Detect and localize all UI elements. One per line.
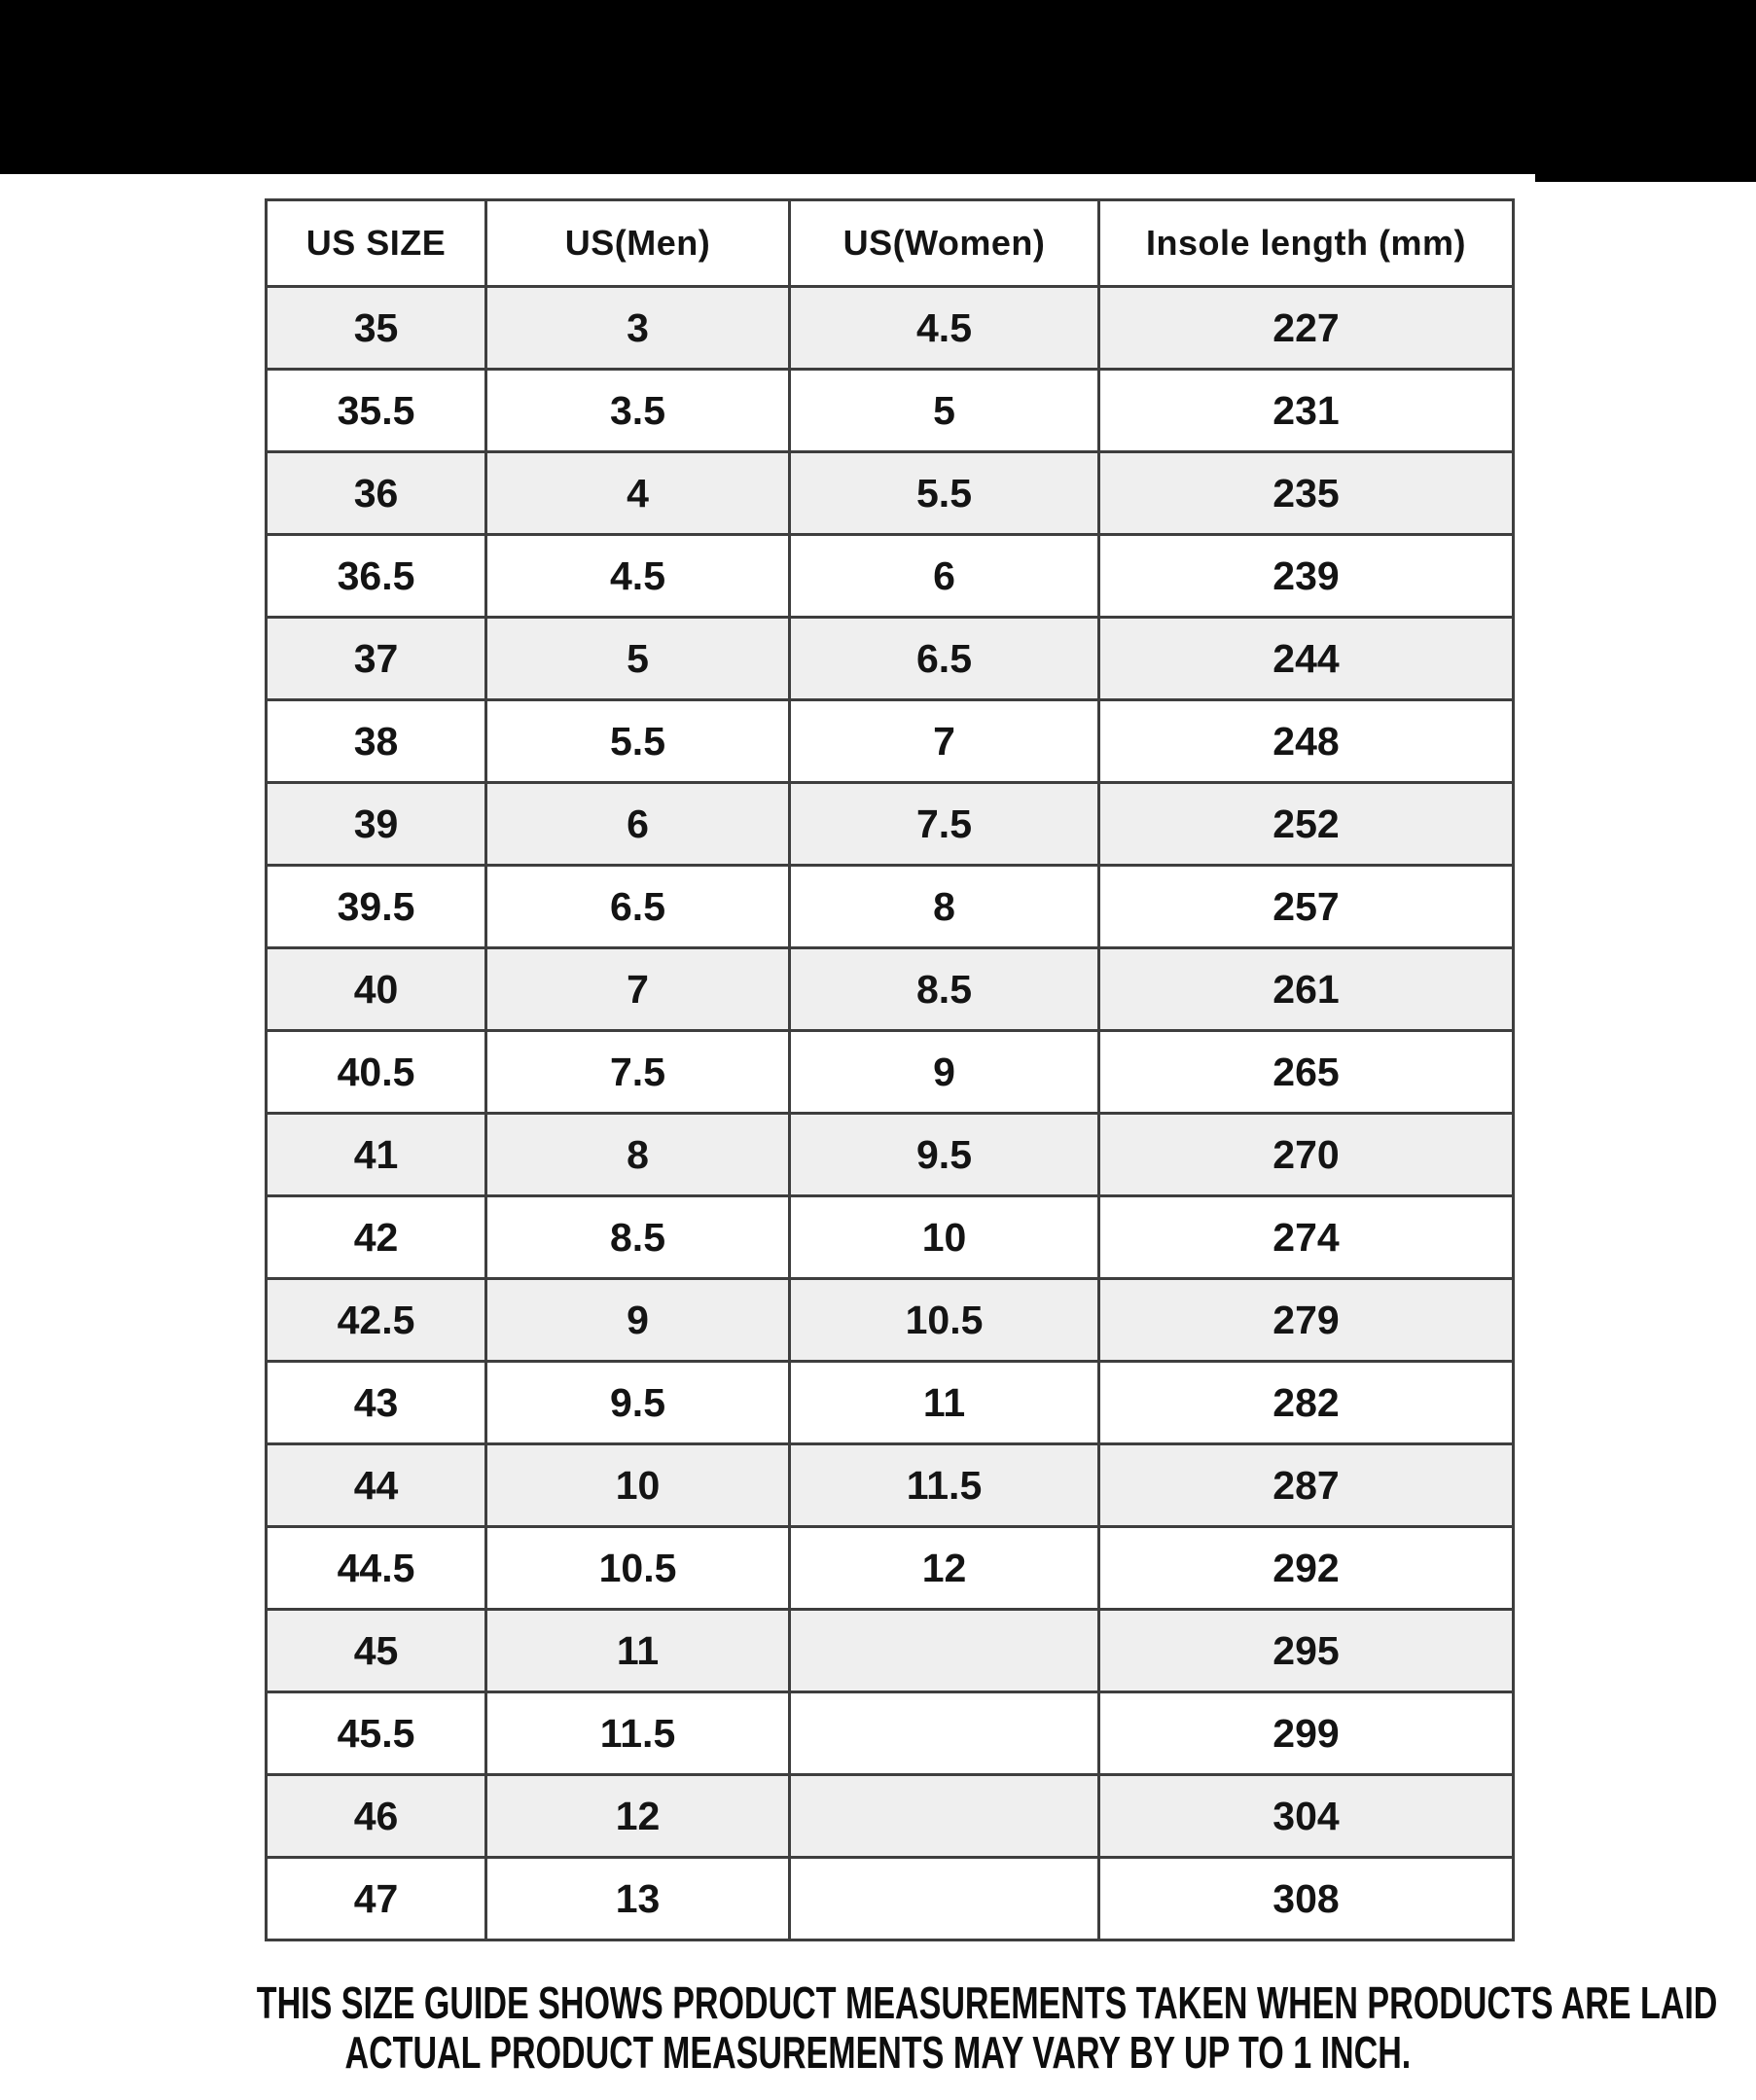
cell-insole-mm: 261 <box>1099 948 1514 1031</box>
table-row <box>267 948 1514 1031</box>
cell-us-women: 6 <box>790 535 1099 618</box>
table-row <box>267 1610 1514 1692</box>
disclaimer <box>0 1978 1756 2078</box>
cell-us-men: 3 <box>486 287 790 370</box>
cell-us-size: 42 <box>267 1196 486 1279</box>
cell-us-size: 40.5 <box>267 1031 486 1114</box>
cell-us-women: 5.5 <box>790 452 1099 535</box>
cell-insole-mm: 257 <box>1099 866 1514 948</box>
cell-us-size: 46 <box>267 1775 486 1858</box>
cell-us-men: 11.5 <box>486 1692 790 1775</box>
cell-us-size: 38 <box>267 700 486 783</box>
cell-us-women <box>790 1775 1099 1858</box>
cell-insole-mm: 265 <box>1099 1031 1514 1114</box>
size-chart-table <box>265 198 1515 1941</box>
table-row <box>267 618 1514 700</box>
cell-us-women: 10 <box>790 1196 1099 1279</box>
cell-us-size: 43 <box>267 1362 486 1444</box>
cell-us-men: 8 <box>486 1114 790 1196</box>
header-row <box>267 200 1514 287</box>
table-row <box>267 1527 1514 1610</box>
disclaimer-line-1-text: THIS SIZE GUIDE SHOWS PRODUCT MEASUREMENTS TAKEN WHEN PRODUCTS ARE LAID <box>256 1977 1718 2028</box>
size-chart-body <box>267 287 1514 1940</box>
cell-us-men: 4 <box>486 452 790 535</box>
table-row <box>267 370 1514 452</box>
cell-us-men: 13 <box>486 1858 790 1940</box>
cell-us-size: 36 <box>267 452 486 535</box>
cell-insole-mm: 227 <box>1099 287 1514 370</box>
cell-us-men: 9.5 <box>486 1362 790 1444</box>
cell-us-women: 7 <box>790 700 1099 783</box>
cell-us-men: 6.5 <box>486 866 790 948</box>
table-row <box>267 1279 1514 1362</box>
cell-us-men: 11 <box>486 1610 790 1692</box>
column-header-us-women: US(Women) <box>790 200 1099 287</box>
cell-insole-mm: 244 <box>1099 618 1514 700</box>
cell-us-women: 10.5 <box>790 1279 1099 1362</box>
cell-us-size: 44 <box>267 1444 486 1527</box>
column-header-insole-mm: Insole length (mm) <box>1099 200 1514 287</box>
cell-us-men: 5.5 <box>486 700 790 783</box>
table-row <box>267 866 1514 948</box>
column-header-us-men: US(Men) <box>486 200 790 287</box>
cell-us-men: 9 <box>486 1279 790 1362</box>
cell-insole-mm: 235 <box>1099 452 1514 535</box>
cell-insole-mm: 282 <box>1099 1362 1514 1444</box>
cell-insole-mm: 231 <box>1099 370 1514 452</box>
table-row <box>267 535 1514 618</box>
cell-us-size: 40 <box>267 948 486 1031</box>
cell-insole-mm: 279 <box>1099 1279 1514 1362</box>
table-row <box>267 287 1514 370</box>
cell-us-size: 45 <box>267 1610 486 1692</box>
cell-us-men: 5 <box>486 618 790 700</box>
cell-us-women: 9.5 <box>790 1114 1099 1196</box>
table-row <box>267 1692 1514 1775</box>
cell-us-size: 42.5 <box>267 1279 486 1362</box>
cell-insole-mm: 248 <box>1099 700 1514 783</box>
cell-us-men: 12 <box>486 1775 790 1858</box>
cell-us-size: 47 <box>267 1858 486 1940</box>
table-row <box>267 452 1514 535</box>
cell-us-women: 11 <box>790 1362 1099 1444</box>
cell-us-women: 9 <box>790 1031 1099 1114</box>
cell-insole-mm: 308 <box>1099 1858 1514 1940</box>
cell-insole-mm: 287 <box>1099 1444 1514 1527</box>
cell-us-women: 4.5 <box>790 287 1099 370</box>
table-row <box>267 1031 1514 1114</box>
column-header-us-size: US SIZE <box>267 200 486 287</box>
cell-insole-mm: 270 <box>1099 1114 1514 1196</box>
cell-us-men: 8.5 <box>486 1196 790 1279</box>
cell-us-size: 37 <box>267 618 486 700</box>
cell-us-women: 7.5 <box>790 783 1099 866</box>
table-row <box>267 1858 1514 1940</box>
cell-insole-mm: 239 <box>1099 535 1514 618</box>
cell-us-women: 12 <box>790 1527 1099 1610</box>
cell-us-size: 41 <box>267 1114 486 1196</box>
cell-insole-mm: 252 <box>1099 783 1514 866</box>
cell-insole-mm: 304 <box>1099 1775 1514 1858</box>
cell-us-size: 35 <box>267 287 486 370</box>
top-banner-right-edge <box>1535 0 1756 182</box>
cell-insole-mm: 274 <box>1099 1196 1514 1279</box>
table-row <box>267 1444 1514 1527</box>
cell-us-men: 10 <box>486 1444 790 1527</box>
cell-us-size: 35.5 <box>267 370 486 452</box>
table-row <box>267 783 1514 866</box>
cell-us-men: 10.5 <box>486 1527 790 1610</box>
cell-us-women: 8.5 <box>790 948 1099 1031</box>
cell-insole-mm: 292 <box>1099 1527 1514 1610</box>
cell-us-size: 45.5 <box>267 1692 486 1775</box>
table-row <box>267 1362 1514 1444</box>
cell-us-women <box>790 1692 1099 1775</box>
table-row <box>267 1775 1514 1858</box>
table-row <box>267 1114 1514 1196</box>
cell-us-men: 4.5 <box>486 535 790 618</box>
disclaimer-line-2 <box>0 2028 1756 2078</box>
cell-us-size: 39.5 <box>267 866 486 948</box>
top-banner <box>0 0 1756 174</box>
cell-us-women: 11.5 <box>790 1444 1099 1527</box>
cell-us-women: 8 <box>790 866 1099 948</box>
cell-us-women: 6.5 <box>790 618 1099 700</box>
cell-us-women: 5 <box>790 370 1099 452</box>
cell-us-size: 44.5 <box>267 1527 486 1610</box>
cell-us-men: 3.5 <box>486 370 790 452</box>
cell-insole-mm: 299 <box>1099 1692 1514 1775</box>
table-row <box>267 1196 1514 1279</box>
cell-us-men: 7.5 <box>486 1031 790 1114</box>
cell-us-women <box>790 1610 1099 1692</box>
disclaimer-line-2-text: ACTUAL PRODUCT MEASUREMENTS MAY VARY BY UP TO 1 INCH. <box>344 2027 1412 2078</box>
disclaimer-line-1 <box>0 1978 1756 2028</box>
cell-us-women <box>790 1858 1099 1940</box>
size-chart-header <box>267 200 1514 287</box>
cell-us-size: 36.5 <box>267 535 486 618</box>
cell-us-men: 7 <box>486 948 790 1031</box>
cell-us-size: 39 <box>267 783 486 866</box>
table-row <box>267 700 1514 783</box>
cell-insole-mm: 295 <box>1099 1610 1514 1692</box>
cell-us-men: 6 <box>486 783 790 866</box>
